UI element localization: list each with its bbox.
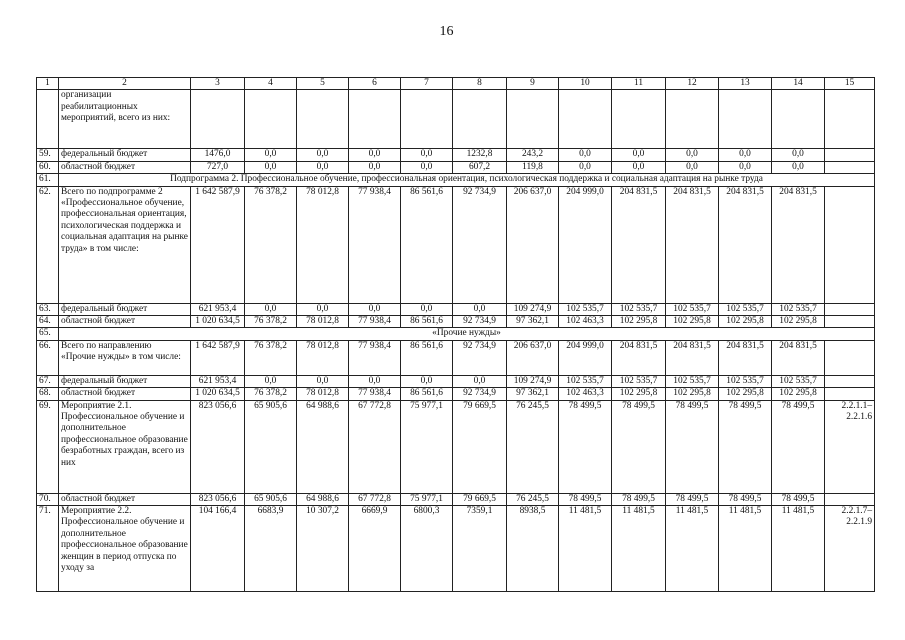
row-label: Всего по направлению «Прочие нужды» в том числе: xyxy=(59,340,191,375)
table-row xyxy=(37,174,875,186)
value-cell: 0,0 xyxy=(666,161,719,173)
value-cell: 0,0 xyxy=(245,161,297,173)
value-cell: 607,2 xyxy=(453,161,507,173)
reference-cell: 2.2.1.7–2.2.1.9 xyxy=(825,506,875,592)
value-cell: 0,0 xyxy=(245,149,297,161)
value-cell: 102 535,7 xyxy=(772,303,825,315)
value-cell: 78 499,5 xyxy=(772,493,825,505)
value-cell xyxy=(719,90,772,149)
value-cell: 0,0 xyxy=(612,161,666,173)
reference-cell xyxy=(825,316,875,328)
column-header: 11 xyxy=(612,78,666,90)
value-cell: 102 295,8 xyxy=(666,388,719,400)
value-cell: 67 772,8 xyxy=(349,400,401,493)
value-cell xyxy=(297,90,349,149)
row-label: федеральный бюджет xyxy=(59,149,191,161)
row-label: областной бюджет xyxy=(59,493,191,505)
table-row xyxy=(37,388,875,400)
value-cell: 102 295,8 xyxy=(612,316,666,328)
table-row xyxy=(37,303,875,315)
row-number: 64. xyxy=(37,316,59,328)
value-cell xyxy=(612,90,666,149)
row-label: организации реабилитационных мероприятий, всего из них: xyxy=(59,90,191,149)
value-cell: 77 938,4 xyxy=(349,316,401,328)
value-cell: 65 905,6 xyxy=(245,400,297,493)
row-number: 62. xyxy=(37,186,59,303)
value-cell: 67 772,8 xyxy=(349,493,401,505)
value-cell: 119,8 xyxy=(507,161,559,173)
reference-cell xyxy=(825,161,875,173)
value-cell: 76 378,2 xyxy=(245,186,297,303)
value-cell: 86 561,6 xyxy=(401,316,453,328)
column-header: 6 xyxy=(349,78,401,90)
value-cell: 86 561,6 xyxy=(401,340,453,375)
row-number: 60. xyxy=(37,161,59,173)
row-number: 70. xyxy=(37,493,59,505)
budget-table xyxy=(36,77,875,592)
table-row xyxy=(37,328,875,340)
row-number: 61. xyxy=(37,174,59,186)
value-cell: 206 637,0 xyxy=(507,340,559,375)
value-cell: 77 938,4 xyxy=(349,186,401,303)
value-cell: 76 245,5 xyxy=(507,400,559,493)
value-cell: 204 831,5 xyxy=(612,340,666,375)
row-label: федеральный бюджет xyxy=(59,375,191,387)
row-number: 68. xyxy=(37,388,59,400)
value-cell: 102 535,7 xyxy=(559,375,612,387)
column-header: 12 xyxy=(666,78,719,90)
page-number: 16 xyxy=(439,24,454,39)
value-cell: 86 561,6 xyxy=(401,186,453,303)
reference-cell xyxy=(825,493,875,505)
row-number: 66. xyxy=(37,340,59,375)
value-cell: 0,0 xyxy=(453,375,507,387)
value-cell: 102 535,7 xyxy=(559,303,612,315)
value-cell: 0,0 xyxy=(401,161,453,173)
table-row xyxy=(37,149,875,161)
value-cell: 0,0 xyxy=(297,161,349,173)
value-cell: 78 499,5 xyxy=(719,493,772,505)
section-heading: Подпрограмма 2. Профессиональное обучение, профессиональная ориентация, психологическая поддержка и социальная адаптация на рынке труда xyxy=(59,174,875,186)
value-cell: 204 831,5 xyxy=(719,186,772,303)
value-cell: 0,0 xyxy=(666,149,719,161)
value-cell: 0,0 xyxy=(349,303,401,315)
column-header: 5 xyxy=(297,78,349,90)
value-cell: 1 020 634,5 xyxy=(191,316,245,328)
table-row xyxy=(37,375,875,387)
value-cell: 102 535,7 xyxy=(772,375,825,387)
value-cell: 0,0 xyxy=(772,149,825,161)
value-cell: 78 499,5 xyxy=(772,400,825,493)
value-cell: 0,0 xyxy=(719,149,772,161)
value-cell xyxy=(453,90,507,149)
table-row xyxy=(37,186,875,303)
value-cell: 78 012,8 xyxy=(297,340,349,375)
column-header: 8 xyxy=(453,78,507,90)
value-cell: 102 295,8 xyxy=(612,388,666,400)
value-cell: 823 056,6 xyxy=(191,493,245,505)
row-number: 59. xyxy=(37,149,59,161)
value-cell: 6669,9 xyxy=(349,506,401,592)
value-cell: 823 056,6 xyxy=(191,400,245,493)
value-cell: 97 362,1 xyxy=(507,316,559,328)
value-cell: 109 274,9 xyxy=(507,375,559,387)
value-cell: 0,0 xyxy=(297,303,349,315)
value-cell: 102 295,8 xyxy=(719,316,772,328)
value-cell: 102 463,3 xyxy=(559,388,612,400)
value-cell: 11 481,5 xyxy=(772,506,825,592)
value-cell: 78 499,5 xyxy=(559,493,612,505)
value-cell: 11 481,5 xyxy=(666,506,719,592)
value-cell: 75 977,1 xyxy=(401,493,453,505)
value-cell: 621 953,4 xyxy=(191,303,245,315)
value-cell: 204 831,5 xyxy=(666,340,719,375)
value-cell xyxy=(349,90,401,149)
value-cell: 109 274,9 xyxy=(507,303,559,315)
value-cell: 78 499,5 xyxy=(612,493,666,505)
value-cell xyxy=(666,90,719,149)
value-cell xyxy=(772,90,825,149)
column-header: 13 xyxy=(719,78,772,90)
value-cell: 7359,1 xyxy=(453,506,507,592)
value-cell: 102 295,8 xyxy=(772,316,825,328)
reference-cell xyxy=(825,375,875,387)
column-header: 15 xyxy=(825,78,875,90)
value-cell: 78 499,5 xyxy=(666,493,719,505)
column-header: 1 xyxy=(37,78,59,90)
value-cell xyxy=(401,90,453,149)
value-cell: 0,0 xyxy=(453,303,507,315)
table-row xyxy=(37,340,875,375)
value-cell: 6683,9 xyxy=(245,506,297,592)
row-label: федеральный бюджет xyxy=(59,303,191,315)
table-row xyxy=(37,400,875,493)
value-cell: 8938,5 xyxy=(507,506,559,592)
value-cell: 92 734,9 xyxy=(453,186,507,303)
value-cell xyxy=(507,90,559,149)
value-cell: 243,2 xyxy=(507,149,559,161)
value-cell xyxy=(559,90,612,149)
table-row xyxy=(37,161,875,173)
value-cell: 64 988,6 xyxy=(297,493,349,505)
value-cell: 79 669,5 xyxy=(453,400,507,493)
value-cell: 204 999,0 xyxy=(559,340,612,375)
value-cell: 102 535,7 xyxy=(719,303,772,315)
header-row xyxy=(37,78,875,90)
value-cell: 78 499,5 xyxy=(719,400,772,493)
row-number: 71. xyxy=(37,506,59,592)
row-number: 67. xyxy=(37,375,59,387)
value-cell: 1 642 587,9 xyxy=(191,186,245,303)
value-cell: 78 499,5 xyxy=(612,400,666,493)
column-header: 14 xyxy=(772,78,825,90)
value-cell: 0,0 xyxy=(297,149,349,161)
row-number xyxy=(37,90,59,149)
value-cell: 1 642 587,9 xyxy=(191,340,245,375)
value-cell: 0,0 xyxy=(612,149,666,161)
table-row xyxy=(37,316,875,328)
reference-cell xyxy=(825,149,875,161)
value-cell: 1232,8 xyxy=(453,149,507,161)
column-header: 10 xyxy=(559,78,612,90)
value-cell: 75 977,1 xyxy=(401,400,453,493)
value-cell: 97 362,1 xyxy=(507,388,559,400)
value-cell: 1476,0 xyxy=(191,149,245,161)
value-cell: 77 938,4 xyxy=(349,340,401,375)
value-cell: 1 020 634,5 xyxy=(191,388,245,400)
reference-cell xyxy=(825,388,875,400)
value-cell: 0,0 xyxy=(401,303,453,315)
value-cell: 76 378,2 xyxy=(245,316,297,328)
value-cell: 204 999,0 xyxy=(559,186,612,303)
reference-cell xyxy=(825,90,875,149)
value-cell: 65 905,6 xyxy=(245,493,297,505)
value-cell: 92 734,9 xyxy=(453,388,507,400)
value-cell: 102 295,8 xyxy=(719,388,772,400)
table-row xyxy=(37,493,875,505)
value-cell: 204 831,5 xyxy=(772,340,825,375)
value-cell: 78 499,5 xyxy=(666,400,719,493)
value-cell xyxy=(191,90,245,149)
value-cell xyxy=(245,90,297,149)
value-cell: 0,0 xyxy=(245,303,297,315)
section-heading: «Прочие нужды» xyxy=(59,328,875,340)
value-cell: 102 535,7 xyxy=(612,303,666,315)
value-cell: 11 481,5 xyxy=(719,506,772,592)
value-cell: 727,0 xyxy=(191,161,245,173)
row-number: 63. xyxy=(37,303,59,315)
row-label: областной бюджет xyxy=(59,316,191,328)
value-cell: 0,0 xyxy=(349,149,401,161)
value-cell: 0,0 xyxy=(297,375,349,387)
value-cell: 86 561,6 xyxy=(401,388,453,400)
column-header: 9 xyxy=(507,78,559,90)
value-cell: 0,0 xyxy=(719,161,772,173)
value-cell: 11 481,5 xyxy=(612,506,666,592)
reference-cell xyxy=(825,303,875,315)
value-cell: 92 734,9 xyxy=(453,340,507,375)
value-cell: 204 831,5 xyxy=(772,186,825,303)
value-cell: 76 378,2 xyxy=(245,388,297,400)
value-cell: 102 535,7 xyxy=(612,375,666,387)
value-cell: 0,0 xyxy=(245,375,297,387)
column-header: 2 xyxy=(59,78,191,90)
row-label: Мероприятие 2.2. Профессиональное обучение и дополнительное профессиональное образование женщин в период отпуска по уходу за xyxy=(59,506,191,592)
column-header: 7 xyxy=(401,78,453,90)
value-cell: 0,0 xyxy=(772,161,825,173)
value-cell: 78 012,8 xyxy=(297,186,349,303)
value-cell: 78 499,5 xyxy=(559,400,612,493)
value-cell: 11 481,5 xyxy=(559,506,612,592)
value-cell: 76 378,2 xyxy=(245,340,297,375)
value-cell: 102 295,8 xyxy=(666,316,719,328)
row-number: 65. xyxy=(37,328,59,340)
value-cell: 6800,3 xyxy=(401,506,453,592)
value-cell: 102 535,7 xyxy=(666,303,719,315)
value-cell: 104 166,4 xyxy=(191,506,245,592)
value-cell: 10 307,2 xyxy=(297,506,349,592)
reference-cell xyxy=(825,340,875,375)
reference-cell: 2.2.1.1–2.2.1.6 xyxy=(825,400,875,493)
value-cell: 204 831,5 xyxy=(666,186,719,303)
value-cell: 64 988,6 xyxy=(297,400,349,493)
value-cell: 0,0 xyxy=(401,375,453,387)
row-label: Всего по подпрограмме 2 «Профессиональное обучение, профессиональная ориентация, психологическая поддержка и социальная адаптация на рынке труда» в том числе: xyxy=(59,186,191,303)
column-header: 4 xyxy=(245,78,297,90)
row-number: 69. xyxy=(37,400,59,493)
value-cell: 92 734,9 xyxy=(453,316,507,328)
value-cell: 621 953,4 xyxy=(191,375,245,387)
row-label: областной бюджет xyxy=(59,161,191,173)
value-cell: 0,0 xyxy=(559,149,612,161)
value-cell: 102 535,7 xyxy=(719,375,772,387)
value-cell: 79 669,5 xyxy=(453,493,507,505)
value-cell: 76 245,5 xyxy=(507,493,559,505)
value-cell: 78 012,8 xyxy=(297,316,349,328)
row-label: Мероприятие 2.1. Профессиональное обучение и дополнительное профессиональное образование безработных граждан, всего из них xyxy=(59,400,191,493)
reference-cell xyxy=(825,186,875,303)
value-cell: 0,0 xyxy=(401,149,453,161)
value-cell: 204 831,5 xyxy=(612,186,666,303)
column-header: 3 xyxy=(191,78,245,90)
row-label: областной бюджет xyxy=(59,388,191,400)
value-cell: 102 295,8 xyxy=(772,388,825,400)
table-row xyxy=(37,90,875,149)
value-cell: 102 463,3 xyxy=(559,316,612,328)
value-cell: 78 012,8 xyxy=(297,388,349,400)
value-cell: 0,0 xyxy=(349,375,401,387)
value-cell: 206 637,0 xyxy=(507,186,559,303)
value-cell: 0,0 xyxy=(559,161,612,173)
value-cell: 102 535,7 xyxy=(666,375,719,387)
table-row xyxy=(37,506,875,592)
value-cell: 204 831,5 xyxy=(719,340,772,375)
value-cell: 77 938,4 xyxy=(349,388,401,400)
value-cell: 0,0 xyxy=(349,161,401,173)
